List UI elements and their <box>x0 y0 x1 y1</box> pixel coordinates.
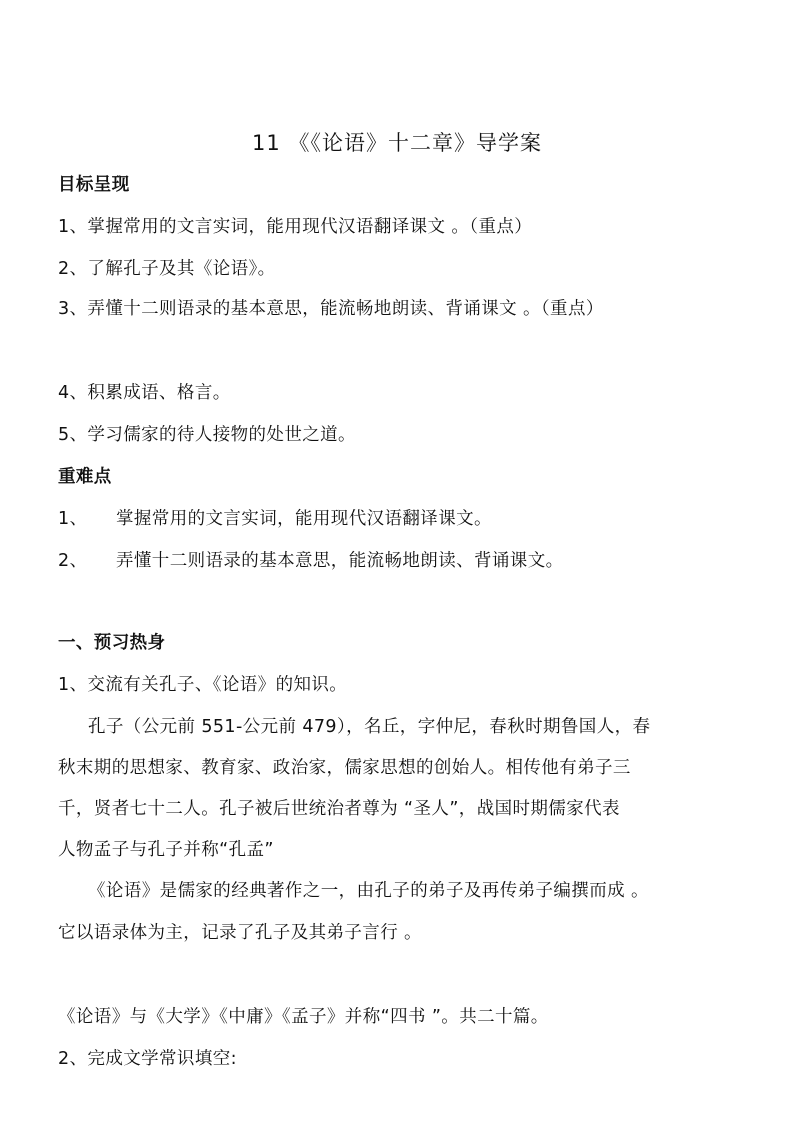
key-point-item-1 <box>58 507 492 531</box>
key-points-heading: 重难点 <box>58 467 112 487</box>
preview-question-1: 1、交流有关孔子、《论语》的知识。 <box>58 675 348 695</box>
goal-item-1: 1、掌握常用的文言实词，能用现代汉语翻译课文 。（重点） <box>58 217 533 237</box>
preview-question-2: 2、完成文学常识填空: <box>58 1049 237 1069</box>
four-books-note: 《论语》与《大学》《中庸》《孟子》并称“四书 ”。共二十篇。 <box>58 1007 549 1027</box>
preview-heading: 一、预习热身 <box>58 633 166 653</box>
key-point-text: 掌握常用的文言实词，能用现代汉语翻译课文。 <box>116 509 492 529</box>
goal-item-2: 2、了解孔子及其《论语》。 <box>58 259 276 279</box>
key-point-number: 1、 <box>58 509 88 529</box>
goal-item-4: 4、积累成语、格言。 <box>58 383 231 403</box>
analects-paragraph-line: 它以语录体为主，记录了孔子及其弟子言行 。 <box>58 923 422 943</box>
confucius-paragraph-line: 千，贤者七十二人。孔子被后世统治者尊为 “圣人”，战国时期儒家代表 <box>58 799 620 819</box>
goals-heading: 目标呈现 <box>58 175 130 195</box>
goal-item-3: 3、弄懂十二则语录的基本意思，能流畅地朗读、背诵课文 。（重点） <box>58 299 604 319</box>
confucius-paragraph-line: 秋末期的思想家、教育家、政治家，儒家思想的创始人。相传他有弟子三 <box>58 758 631 778</box>
confucius-paragraph-line: 孔子（公元前 551-公元前 479），名丘，字仲尼，春秋时期鲁国人，春 <box>88 717 651 737</box>
analects-paragraph-line: 《论语》是儒家的经典著作之一，由孔子的弟子及再传弟子编撰而成 。 <box>88 881 649 901</box>
key-point-item-2 <box>58 549 564 573</box>
key-point-number: 2、 <box>58 551 88 571</box>
confucius-paragraph-line: 人物孟子与孔子并称“孔孟” <box>58 840 274 860</box>
key-point-text: 弄懂十二则语录的基本意思，能流畅地朗读、背诵课文。 <box>116 551 564 571</box>
goal-item-5: 5、学习儒家的待人接物的处世之道。 <box>58 425 356 445</box>
page-title: 11 《《论语》十二章》导学案 <box>252 131 542 155</box>
